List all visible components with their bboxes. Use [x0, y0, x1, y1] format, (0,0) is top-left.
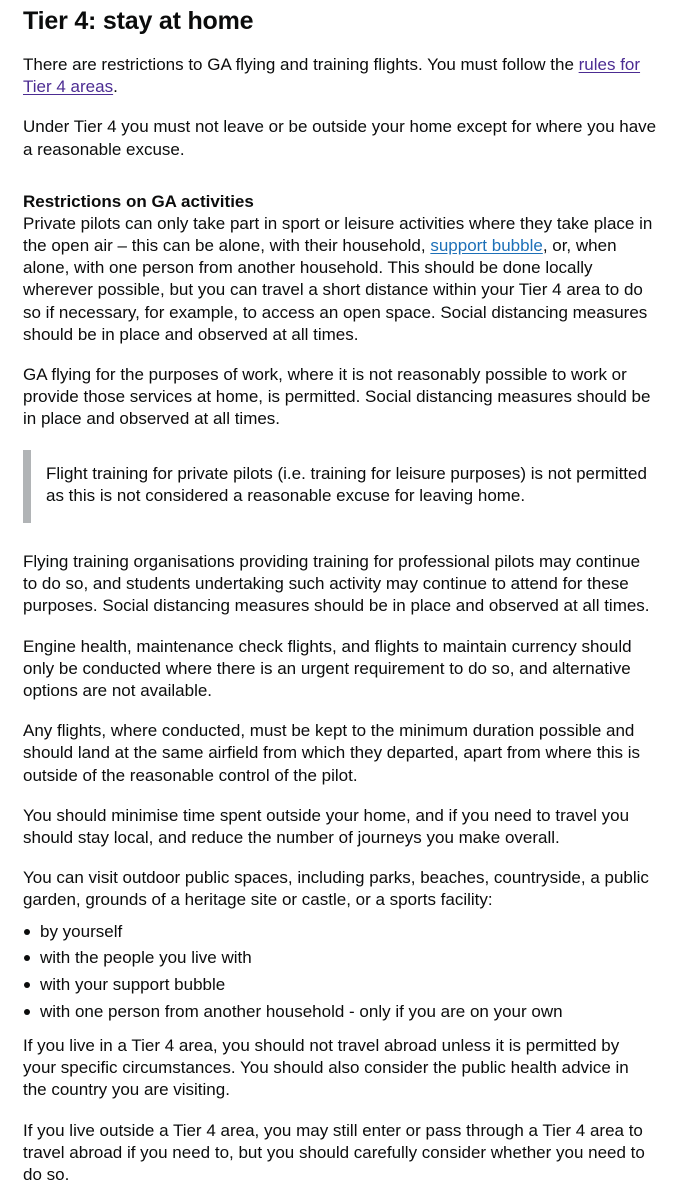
- intro-text: There are restrictions to GA flying and training flights. You must follow the: [23, 55, 579, 74]
- live-outside-tier4-paragraph: If you live outside a Tier 4 area, you may still enter or pass through a Tier 4 area to travel abroad if you need to, but you should carefully consider whether you need to do so.: [23, 1120, 645, 1185]
- inset-text: [23, 450, 657, 523]
- visit-conditions-list: [23, 921, 657, 1023]
- private-pilots-text-end: , or, when alone, with one person from another household. This should be done locally wherever possible, but you can travel a short distance within your Tier 4 area to do so if necessary, for example, to access an open space. Social distancing measures should be in place and observed at all times.: [23, 236, 648, 344]
- list-item-text: with your support bubble: [40, 975, 226, 995]
- intro-text-end: .: [113, 77, 118, 97]
- bullet-icon: [24, 1009, 30, 1015]
- live-in-tier4-paragraph: If you live in a Tier 4 area, you should not travel abroad unless it is permitted by your specific circumstances. You should also consider the public health advice in the country you are visiting.: [23, 1036, 629, 1100]
- outdoor-spaces-paragraph: You can visit outdoor public spaces, including parks, beaches, countryside, a public garden, grounds of a heritage site or castle, or a sports facility:: [23, 868, 649, 910]
- engine-health-paragraph: Engine health, maintenance check flights, and flights to maintain currency should only be conducted where there is an urgent requirement to do so, and alternative options are not available.: [23, 636, 632, 701]
- support-bubble-link[interactable]: support bubble: [430, 236, 543, 256]
- list-item: [40, 1001, 657, 1023]
- under-tier4-paragraph: Under Tier 4 you must not leave or be outside your home except for where you have a reasonable excuse.: [23, 117, 657, 159]
- any-flights-paragraph: Any flights, where conducted, must be kept to the minimum duration possible and should land at the same airfield from which they departed, apart from where this is outside of the reasonable control of the pilot.: [23, 721, 641, 785]
- list-item-text: by yourself: [40, 921, 123, 941]
- inset-paragraph: Flight training for private pilots (i.e. training for leisure purposes) is not permitted as this is not considered a reasonable excuse for leaving home.: [46, 463, 647, 505]
- list-item-text: with one person from another household - only if you are on your own: [40, 1001, 563, 1021]
- intro-paragraph: [23, 54, 657, 98]
- list-item: [40, 947, 657, 969]
- page-title: Tier 4: stay at home: [23, 7, 254, 35]
- list-item: [40, 974, 657, 996]
- minimise-time-paragraph: You should minimise time spent outside your home, and if you need to travel you should stay local, and reduce the number of journeys you make overall.: [23, 805, 630, 848]
- private-pilots-paragraph: [23, 213, 657, 346]
- bullet-icon: [24, 982, 30, 988]
- tier4-rules-link[interactable]: rules for Tier 4 areas: [23, 55, 641, 97]
- list-item-text: with the people you live with: [40, 948, 252, 968]
- bullet-icon: [24, 955, 30, 961]
- bullet-icon: [24, 929, 30, 935]
- ga-work-paragraph: GA flying for the purposes of work, where it is not reasonably possible to work or provide those services at home, is permitted. Social distancing measures should be in place and observed at all times.: [23, 365, 651, 429]
- flying-training-paragraph: Flying training organisations providing training for professional pilots may continue to do so, and students undertaking such activity may continue to attend for these purposes. Social distancing measures should be in place and observed at all times.: [23, 552, 650, 616]
- private-pilots-text: Private pilots can only take part in sport or leisure activities where they take place in the open air – this can be alone, with their household,: [23, 213, 653, 256]
- restrictions-heading: Restrictions on GA activities: [23, 191, 254, 211]
- list-item: [40, 921, 657, 943]
